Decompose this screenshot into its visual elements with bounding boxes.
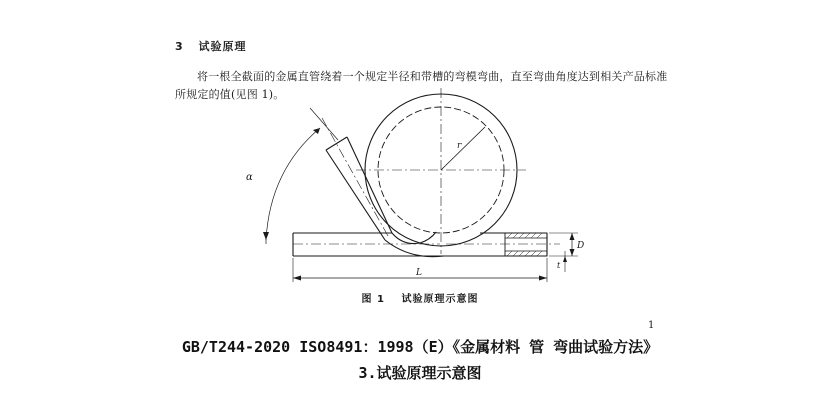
tube-leg-end: [326, 137, 347, 150]
label-radius: r: [457, 141, 462, 151]
angle-reference-line: [310, 108, 338, 140]
label-length: L: [416, 268, 422, 278]
label-thickness: t: [557, 261, 561, 270]
section-number: 3: [175, 40, 184, 53]
principle-paragraph: 将一根全截面的金属直管绕着一个规定半径和带槽的弯模弯曲，直至弯曲角度达到相关产品标准所规定的值(见图 1)。: [175, 70, 668, 101]
angle-arc: [266, 128, 320, 240]
radius-line: [441, 127, 485, 170]
figure-caption: [0, 290, 840, 305]
overlay-standard-title: GB/T244-2020 ISO8491：1998（E）《金属材料 管 弯曲试验方法》: [181, 338, 659, 356]
tube-leg-outer: [326, 150, 385, 240]
label-alpha: α: [246, 172, 253, 183]
tube-outer-bend: [385, 240, 444, 257]
figure-caption-text: 试验原理示意图: [401, 294, 479, 305]
label-diameter: D: [577, 241, 585, 251]
section-title: 试验原理: [198, 40, 247, 53]
figure-number: 图 1: [361, 294, 385, 305]
page-number: 1: [648, 320, 655, 331]
wall-hatching: [507, 233, 542, 256]
tube-leg-inner: [347, 137, 392, 233]
overlay-subtitle: 3.试验原理示意图: [358, 364, 482, 382]
